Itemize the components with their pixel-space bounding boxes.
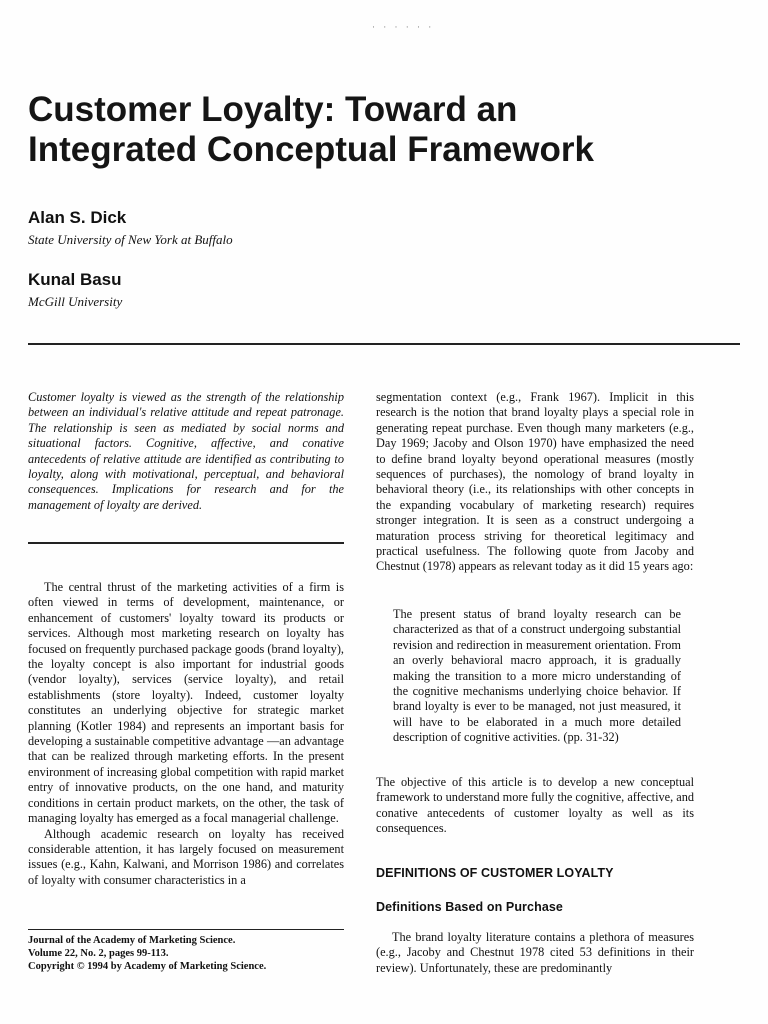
body-paragraph: The objective of this article is to develop a new conceptual framework to understand more fully the cognitive, affective, and conative antecedents of customer loyalty as well as its consequences.	[376, 775, 695, 836]
section-heading: DEFINITIONS OF CUSTOMER LOYALTY	[376, 866, 614, 880]
title-line-2: Integrated Conceptual Framework	[28, 130, 594, 169]
right-column-body-2	[376, 775, 694, 837]
author-affiliation-1: State University of New York at Buffalo	[28, 232, 233, 247]
scan-specks: · · · · · ·	[372, 22, 435, 32]
header-rule	[28, 343, 740, 345]
footer-copyright: Copyright © 1994 by Academy of Marketing Science.	[28, 961, 267, 972]
author-name-1: Alan S. Dick	[28, 208, 127, 227]
subsection-heading: Definitions Based on Purchase	[376, 900, 563, 914]
author-name-2: Kunal Basu	[28, 270, 122, 289]
footer-volume: Volume 22, No. 2, pages 99-113.	[28, 948, 169, 959]
right-column-body	[376, 390, 694, 575]
left-column-body	[28, 580, 344, 888]
body-paragraph: The brand loyalty literature contains a plethora of measures (e.g., Jacoby and Chestnut 1978 cited 53 definitions in their review). Unfortunately, these are predominantly	[376, 930, 694, 975]
quote-text: The present status of brand loyalty research can be characterized as that of a construct undergoing substantial revision and redirection in measurement orientation. From an overly behavioral macro approach, it is gradually making the transition to a more micro understanding of the cognitive mechanisms underlying choice behavior. If brand loyalty is ever to be managed, not just measured, it will have to be elaborated in a much more detailed description of cognitive activities. (pp. 31-32)	[393, 607, 681, 745]
footer-rule	[28, 929, 344, 930]
abstract	[28, 390, 344, 513]
abstract-text: Customer loyalty is viewed as the strength of the relationship between an individual's relative attitude and repeat patronage. The relationship is seen as mediated by social norms and situational factors. Cognitive, affective, and conative antecedents of relative attitude are identified as contributing to loyalty, along with motivational, perceptual, and behavioral consequences. Implications for research and for the management of loyalty are derived.	[28, 390, 344, 512]
abstract-rule	[28, 542, 344, 544]
block-quote	[393, 607, 681, 746]
right-column-body-3	[376, 930, 694, 976]
journal-footer	[28, 934, 358, 973]
author-affiliation-2: McGill University	[28, 294, 123, 309]
body-paragraph: Although academic research on loyalty has received considerable attention, it has largely focused on measurement issues (e.g., Kahn, Kalwani, and Morrison 1986) and correlates of loyalty with consumer characteristics in a	[28, 826, 344, 887]
article-title	[28, 90, 728, 170]
footer-journal: Journal of the Academy of Marketing Science.	[28, 935, 236, 946]
title-line-1: Customer Loyalty: Toward an	[28, 90, 518, 129]
body-paragraph: The central thrust of the marketing activities of a firm is often viewed in terms of development, maintenance, or enhancement of customers' loyalty toward its products or services. Although most marketing research on loyalty has focused on frequently purchased package goods (brand loyalty), the loyalty concept is also important for industrial goods (vendor loyalty), services (service loyalty), and retail establishments (store loyalty). Indeed, customer loyalty constitutes an underlying objective for strategic market planning (Kotler 1984) and represents an important basis for developing a sustainable competitive advantage —an advantage that can be realized through marketing efforts. In the present environment of increasing global competition with rapid market entry of innovative products, on the one hand, and maturity conditions in certain product markets, on the other, the task of managing loyalty has emerged as a focal managerial challenge.	[28, 580, 344, 826]
body-paragraph: segmentation context (e.g., Frank 1967). Implicit in this research is the notion that brand loyalty plays a special role in generating repeat purchase. Even though many marketers (e.g., Day 1969; Jacoby and Olson 1970) have emphasized the need to define brand loyalty beyond operational measures (mostly sequences of purchases), the nomology of brand loyalty in behavioral theory (i.e., its relationships with other concepts in the expanding vocabulary of marketing research) requires stronger integration. It is seen as a construct undergoing a maturation process striving for theoretical legitimacy and practical usefulness. The following quote from Jacoby and Chestnut (1978) appears as relevant today as it did 15 years ago:	[376, 390, 694, 574]
